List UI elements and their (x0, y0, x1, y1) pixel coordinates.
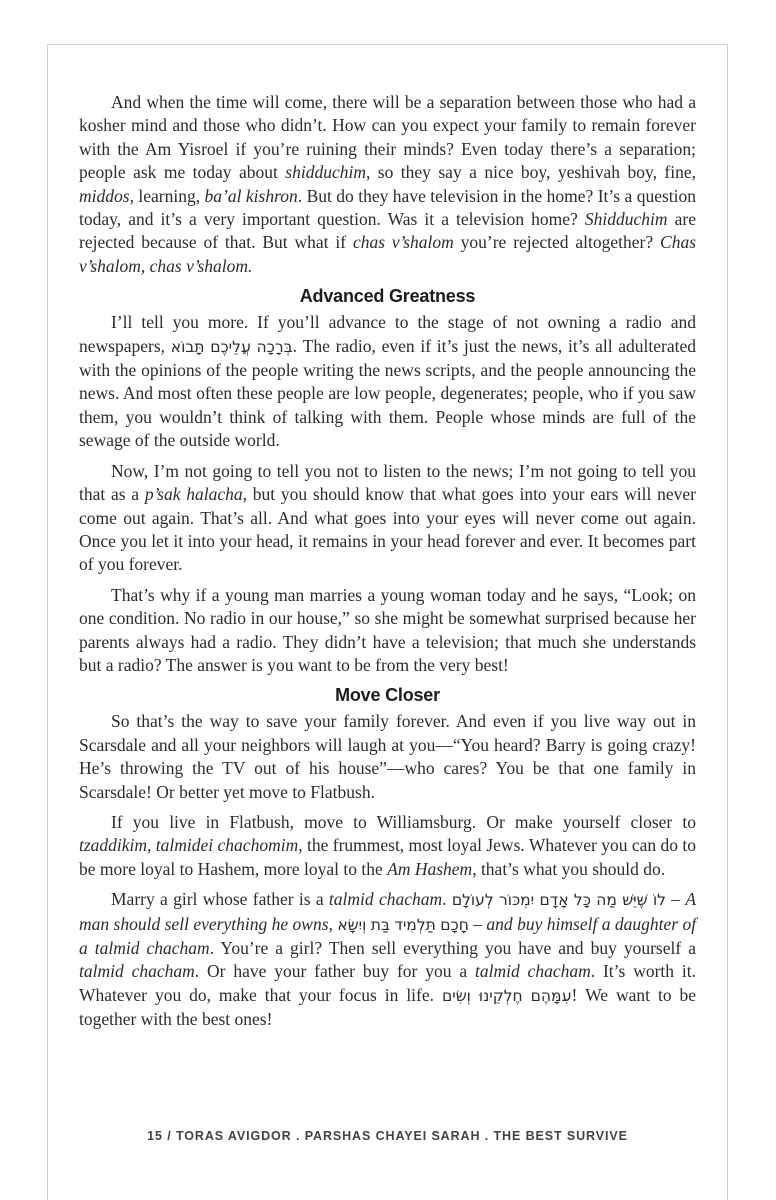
body-paragraph (79, 584, 696, 678)
text-run: , so they say a nice boy, yeshivah boy, fine, (366, 162, 696, 183)
hebrew-text-run: חָכָם (440, 915, 469, 934)
italic-text-run: tzaddikim, talmidei chachomim (79, 835, 299, 856)
text-run: And when the time will come, there will be a separation between those who had a kosher mind and those who didn’t. How can you expect your family to remain forever with the Am Yisroel if you’re ruining their minds? Even today there’s a separation; people ask me today about (79, 92, 696, 183)
text-run: . The radio, even if it’s just the news, it’s all adulterated with the opinions of the people writing the news scripts, and the people announcing the news. And most often these people are low people, degenerates; people, who if you saw them, you wouldn’t think of talking with them. People whose minds are full of the sewage of the outside world. (79, 335, 697, 451)
text-run: . But do they have television in the home? It’s a question today, and it’s a very important question. Was it a television home? (79, 185, 697, 230)
italic-text-run: and buy himself a daughter of a talmid chacham (79, 913, 697, 958)
text-run: . You’re a girl? Then sell everything you have and buy yourself a (209, 938, 696, 958)
italic-text-run: middos (79, 185, 130, 206)
text-run: are rejected because of that. But what if (79, 209, 696, 253)
italic-text-run: talmid chacham (474, 961, 591, 982)
italic-text-run: Am Hashem (387, 858, 473, 879)
hebrew-text-run: בְּרָכָה (256, 337, 293, 356)
text-run: , but you should know that what goes into your ears will never come out again. That’s all. And what goes into your eyes will never come out again. Once you let it into your head, it remains in your head forever and ever. It becomes part of you forever. (79, 484, 696, 575)
italic-text-run: talmid chacham (328, 889, 443, 910)
text-run: . It’s worth it. Whatever you do, make that your focus in life. (79, 961, 696, 1005)
page-content (79, 91, 696, 1032)
text-run: – (665, 889, 686, 910)
italic-text-run: Chas v’shalom, chas v’shalom. (79, 232, 696, 276)
hebrew-text-run: לוֹ (652, 891, 666, 910)
body-paragraph (79, 460, 696, 577)
section-heading: Move Closer (335, 685, 440, 706)
text-run: That’s why if a young man marries a young woman today and he says, “Look; on one condition. No radio in our house,” so she might be somewhat surprised because her parents always had a radio. They didn’t have a television; that much she understands but a radio? The answer is you want to be from the very best! (79, 584, 696, 675)
italic-text-run: talmid chacham (79, 961, 195, 982)
body-paragraph (79, 91, 696, 278)
italic-text-run: ba’al kishron (204, 185, 298, 206)
text-run: , the frummest, most loyal Jews. Whatever you can do to be more loyal to Hashem, more loyal to the (79, 835, 696, 879)
text-run: Now, I’m not going to tell you not to listen to the news; I’m not going to tell you that as a (79, 460, 696, 505)
text-run: , (328, 913, 338, 934)
hebrew-text-run: תַּלְמִיד (394, 915, 436, 934)
hebrew-text-run: לְעוֹלָם (451, 891, 494, 910)
italic-text-run: Shidduchim (584, 209, 668, 230)
text-run: . (442, 889, 452, 910)
hebrew-text-run: עִמָּהֶם (530, 986, 572, 1005)
text-run: , that’s what you should do. (472, 858, 666, 879)
body-paragraph (79, 710, 696, 804)
hebrew-text-run: כָּל (573, 891, 591, 910)
text-run: Marry a girl whose father is a (111, 889, 329, 910)
text-run: I’ll tell you more. If you’ll advance to the stage of not owning a radio and newspapers, (79, 312, 696, 356)
hebrew-text-run: תָּבוֹא (170, 337, 205, 356)
body-paragraph (79, 811, 696, 881)
text-run: If you live in Flatbush, move to Williamsburg. Or make yourself closer to (111, 811, 696, 832)
text-run: . Or have your father buy for you a (194, 961, 475, 982)
body-paragraph (79, 311, 696, 452)
hebrew-text-run: עֲלֵיכֶם (210, 337, 251, 356)
text-run: ! We want to be together with the best ones! (79, 984, 697, 1030)
hebrew-text-run: וְשִׂים (441, 986, 471, 1005)
text-run: So that’s the way to save your family forever. And even if you live way out in Scarsdale and all your neighbors will laugh at you—“You heard? Barry is going crazy! He’s throwing the TV out of his house”—who cares? You be that one family in Scarsdale! Or better yet move to Flatbush. (79, 711, 696, 802)
hebrew-text-run: יִמְכּוֹר (498, 891, 535, 910)
italic-text-run: p’sak halacha (144, 484, 243, 505)
hebrew-text-run: מַה (596, 891, 617, 910)
body-paragraph (79, 888, 696, 1031)
italic-text-run: shidduchim (285, 162, 366, 183)
hebrew-text-run: אָדָם (539, 891, 569, 910)
hebrew-text-run: וְיִשָּׂא (337, 915, 367, 934)
text-run: – (468, 913, 487, 934)
text-run: you’re rejected altogether? (453, 232, 661, 253)
section-heading: Advanced Greatness (299, 286, 476, 307)
document-page (47, 44, 728, 1200)
hebrew-text-run: שֶּׁיֵּשׁ (622, 891, 648, 910)
hebrew-text-run: בַּת (370, 915, 390, 934)
text-run: , learning, (129, 185, 205, 206)
italic-text-run: chas v’shalom (352, 232, 454, 253)
hebrew-text-run: חֶלְקֵינוּ (478, 986, 523, 1005)
italic-text-run: A man should sell everything he owns (79, 889, 697, 934)
page-footer-line: 15 / TORAS AVIGDOR . PARSHAS CHAYEI SARAH . THE BEST SURVIVE (147, 1129, 628, 1143)
